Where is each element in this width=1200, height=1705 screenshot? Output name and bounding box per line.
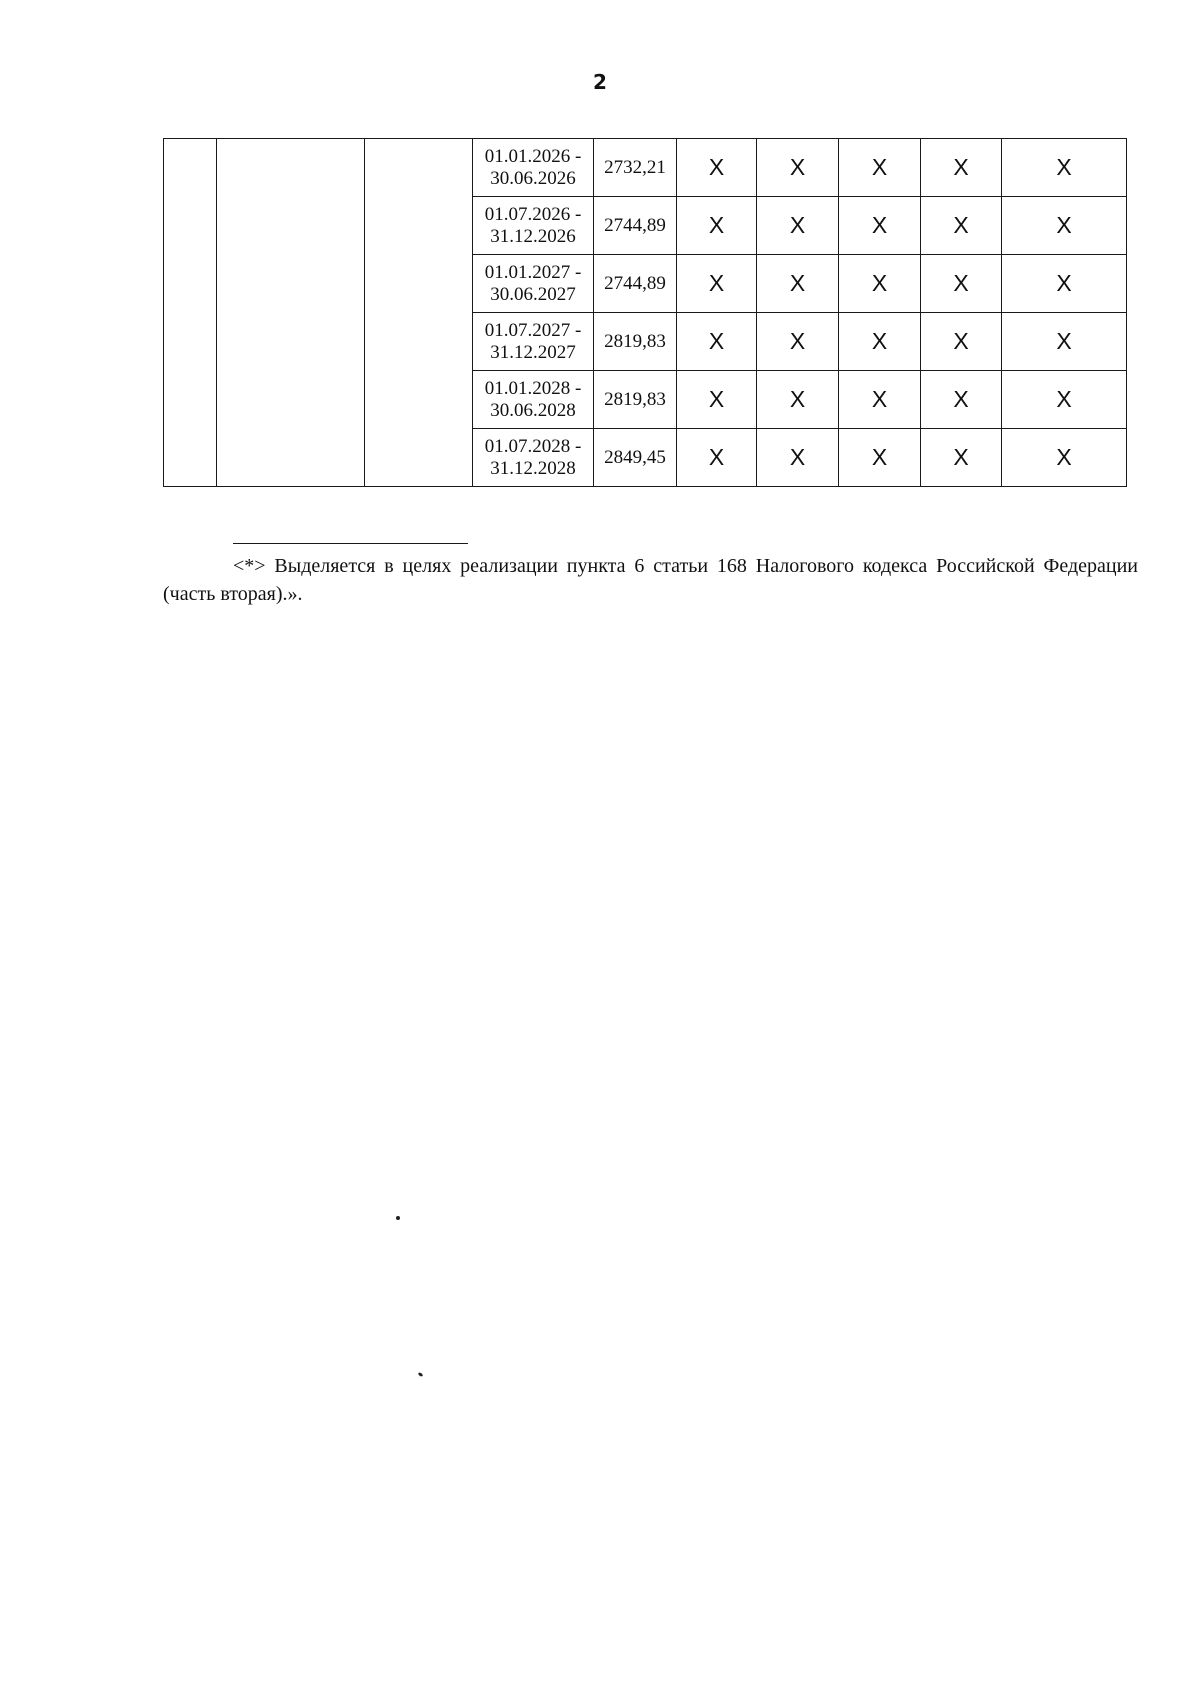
mark-cell: X bbox=[677, 139, 757, 197]
mark-cell: X bbox=[757, 197, 839, 255]
price-cell: 2819,83 bbox=[594, 313, 677, 371]
mark-cell: X bbox=[839, 197, 921, 255]
period-cell bbox=[473, 313, 594, 371]
scan-speck bbox=[396, 1216, 400, 1220]
period-start: 01.07.2028 - bbox=[484, 435, 582, 457]
page-number: 2 bbox=[593, 70, 607, 94]
mark-cell: X bbox=[921, 255, 1002, 313]
period-start: 01.07.2026 - bbox=[484, 203, 582, 225]
mark-cell: X bbox=[839, 313, 921, 371]
price-cell: 2849,45 bbox=[594, 429, 677, 487]
mark-cell: X bbox=[757, 429, 839, 487]
period-start: 01.07.2027 - bbox=[484, 319, 582, 341]
blank-cell-2 bbox=[217, 139, 365, 487]
mark-cell: X bbox=[839, 429, 921, 487]
mark-cell: X bbox=[677, 313, 757, 371]
mark-cell: X bbox=[921, 139, 1002, 197]
blank-cell-3 bbox=[365, 139, 473, 487]
price-cell: 2744,89 bbox=[594, 197, 677, 255]
mark-cell: X bbox=[921, 313, 1002, 371]
mark-cell: X bbox=[677, 371, 757, 429]
period-cell bbox=[473, 197, 594, 255]
price-cell: 2744,89 bbox=[594, 255, 677, 313]
period-cell bbox=[473, 371, 594, 429]
period-end: 31.12.2028 bbox=[490, 457, 576, 479]
price-cell: 2819,83 bbox=[594, 371, 677, 429]
period-end: 30.06.2028 bbox=[490, 399, 576, 421]
mark-cell: X bbox=[1002, 371, 1127, 429]
mark-cell: X bbox=[757, 313, 839, 371]
period-start: 01.01.2027 - bbox=[484, 261, 582, 283]
blank-cell-1 bbox=[164, 139, 217, 487]
mark-cell: X bbox=[839, 139, 921, 197]
scan-speck bbox=[418, 1372, 424, 1377]
mark-cell: X bbox=[757, 139, 839, 197]
period-end: 30.06.2026 bbox=[490, 167, 576, 189]
period-start: 01.01.2026 - bbox=[484, 145, 582, 167]
mark-cell: X bbox=[677, 255, 757, 313]
mark-cell: X bbox=[839, 255, 921, 313]
mark-cell: X bbox=[921, 197, 1002, 255]
period-end: 31.12.2026 bbox=[490, 225, 576, 247]
mark-cell: X bbox=[1002, 197, 1127, 255]
mark-cell: X bbox=[1002, 255, 1127, 313]
mark-cell: X bbox=[757, 371, 839, 429]
mark-cell: X bbox=[921, 429, 1002, 487]
period-end: 31.12.2027 bbox=[490, 341, 576, 363]
mark-cell: X bbox=[1002, 429, 1127, 487]
mark-cell: X bbox=[677, 429, 757, 487]
mark-cell: X bbox=[677, 197, 757, 255]
period-cell bbox=[473, 139, 594, 197]
footnote-text: <*> Выделяется в целях реализации пункта 6 статьи 168 Налогового кодекса Российской Федерации (часть вторая).». bbox=[163, 555, 1138, 605]
mark-cell: X bbox=[921, 371, 1002, 429]
mark-cell: X bbox=[757, 255, 839, 313]
mark-cell: X bbox=[1002, 139, 1127, 197]
mark-cell: X bbox=[1002, 313, 1127, 371]
mark-cell: X bbox=[839, 371, 921, 429]
table-row bbox=[164, 139, 1127, 197]
footnote-divider bbox=[233, 543, 468, 544]
price-cell: 2732,21 bbox=[594, 139, 677, 197]
tariff-table bbox=[163, 138, 1127, 487]
period-cell bbox=[473, 255, 594, 313]
period-end: 30.06.2027 bbox=[490, 283, 576, 305]
period-start: 01.01.2028 - bbox=[484, 377, 582, 399]
period-cell bbox=[473, 429, 594, 487]
